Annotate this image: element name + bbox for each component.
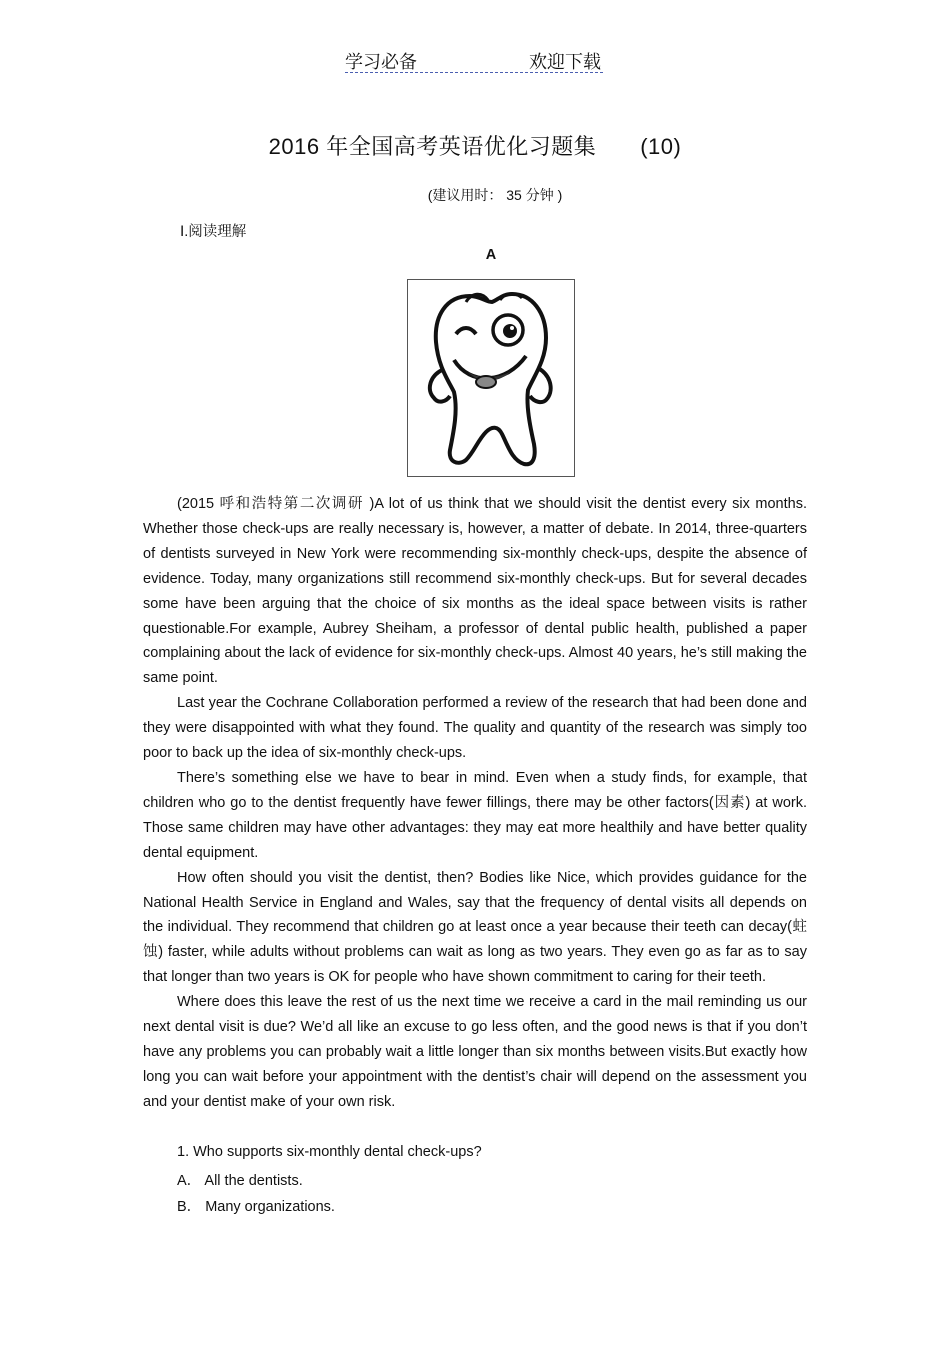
header-left: 学习必备 — [345, 52, 417, 72]
tooth-cartoon-icon — [408, 280, 574, 476]
paragraph-4: How often should you visit the dentist, then? Bodies like Nice, which provides guidance for the National Health Service in England and Wales, say that the frequency of dental visits all depends on the individual. They recommend that children go at least once a year because their teeth can decay(蛀蚀) faster, while adults without problems can wait as long as two years. They even go as far as to say that longer than two years is OK for people who have shown commitment to caring for their teeth. — [143, 869, 807, 986]
paragraph-2: Last year the Cochrane Collaboration performed a review of the research that had been done and they were disappointed with what they found. The quality and quantity of the research was simply too poor to back up the idea of six-monthly check-ups. — [143, 695, 807, 762]
page-title — [0, 130, 950, 161]
title-main: 2016 年全国高考英语优化习题集 — [268, 134, 597, 159]
paragraph-3: There’s something else we have to bear in mind. Even when a study finds, for example, that children who go to the dentist frequently have fewer fillings, there may be other factors(因素) at work. Those same children may have other advantages: they may eat more healthily and have better quality dental equipment. — [143, 769, 807, 861]
option-b: B． Many organizations. — [177, 1199, 335, 1215]
tooth-cartoon-figure — [407, 279, 575, 477]
passage-text — [143, 492, 807, 1115]
section-label: Ⅰ.阅读理解 — [180, 224, 247, 240]
paragraph-1: (2015 呼和浩特第二次调研 )A lot of us think that we should visit the dentist every six months. Whether those check-ups are really necessary is, however, a matter of debate. In 2014, three-quarters of dentists surveyed in New York were recommending six-monthly check-ups, despite the absence of evidence. Today, many organizations still recommend six-monthly check-ups. But for several decades some have been arguing that the choice of six months as the ideal space between visits is rather questionable.For example, Aubrey Sheiham, a professor of dental public health, published a paper complaining about the lack of evidence for six-monthly check-ups. Almost 40 years, he’s still making the same point. — [143, 496, 807, 687]
paragraph-5: Where does this leave the rest of us the next time we receive a card in the mail reminding us our next dental visit is due? We’d all like an excuse to go less often, and the good news is that if you don’t have any problems you can probably wait a little longer than six months between visits.But exactly how long you can wait before your appointment with the dentist’s chair will depend on the assessment you and your dentist make of your own risk. — [143, 994, 807, 1110]
header-right: 欢迎下载 — [529, 52, 601, 72]
time-hint: (建议用时： 35 分钟 ) — [427, 187, 563, 203]
option-a: A． All the dentists. — [177, 1173, 303, 1189]
page-header — [345, 46, 603, 73]
title-number: (10) — [640, 134, 682, 159]
question-stem: 1. Who supports six-monthly dental check-ups? — [177, 1144, 482, 1160]
passage-label: A — [485, 247, 497, 263]
